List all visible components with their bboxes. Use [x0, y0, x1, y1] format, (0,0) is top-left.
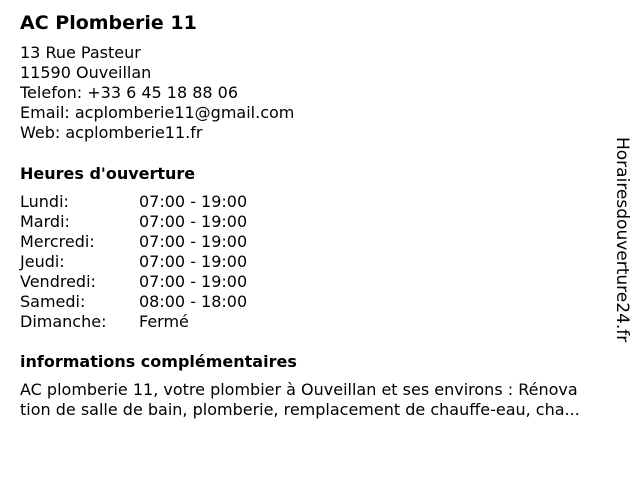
info-heading: informations complémentaires — [20, 352, 297, 371]
address-line2: 11590 Ouveillan — [20, 63, 152, 82]
hours-day: Lundi: — [20, 192, 69, 211]
info-line-2: tion de salle de bain, plomberie, remplacement de chauffe-eau, cha... — [20, 400, 580, 419]
hours-day: Samedi: — [20, 292, 86, 311]
hours-time: 07:00 - 19:00 — [139, 232, 248, 251]
hours-row-mardi — [20, 212, 620, 232]
hours-row-samedi — [20, 292, 620, 312]
hours-time: 07:00 - 19:00 — [139, 272, 248, 291]
hours-row-vendredi — [20, 272, 620, 292]
hours-heading: Heures d'ouverture — [20, 164, 196, 183]
hours-time: 07:00 - 19:00 — [139, 192, 248, 211]
hours-day: Vendredi: — [20, 272, 96, 291]
info-description — [20, 380, 630, 420]
hours-row-mercredi — [20, 232, 620, 252]
business-name: AC Plomberie 11 — [20, 12, 197, 34]
address-line1: 13 Rue Pasteur — [20, 43, 141, 62]
hours-time: 07:00 - 19:00 — [139, 252, 248, 271]
hours-time: 08:00 - 18:00 — [139, 292, 248, 311]
website: Web: acplomberie11.fr — [20, 123, 203, 142]
email-address: Email: acplomberie11@gmail.com — [20, 103, 295, 122]
info-line-1: AC plomberie 11, votre plombier à Ouveillan et ses environs : Rénova — [20, 380, 578, 399]
watermark-brand: Horairesdouverture24.fr — [612, 137, 632, 343]
hours-row-dimanche — [20, 312, 620, 332]
hours-day: Mercredi: — [20, 232, 95, 251]
hours-day: Mardi: — [20, 212, 70, 231]
hours-time: Fermé — [139, 312, 189, 331]
hours-table — [20, 192, 620, 332]
phone-number: Telefon: +33 6 45 18 88 06 — [20, 83, 239, 102]
hours-day: Jeudi: — [20, 252, 65, 271]
hours-row-jeudi — [20, 252, 620, 272]
hours-day: Dimanche: — [20, 312, 107, 331]
hours-time: 07:00 - 19:00 — [139, 212, 248, 231]
business-card — [20, 9, 620, 420]
hours-row-lundi — [20, 192, 620, 212]
contact-info — [20, 43, 620, 143]
